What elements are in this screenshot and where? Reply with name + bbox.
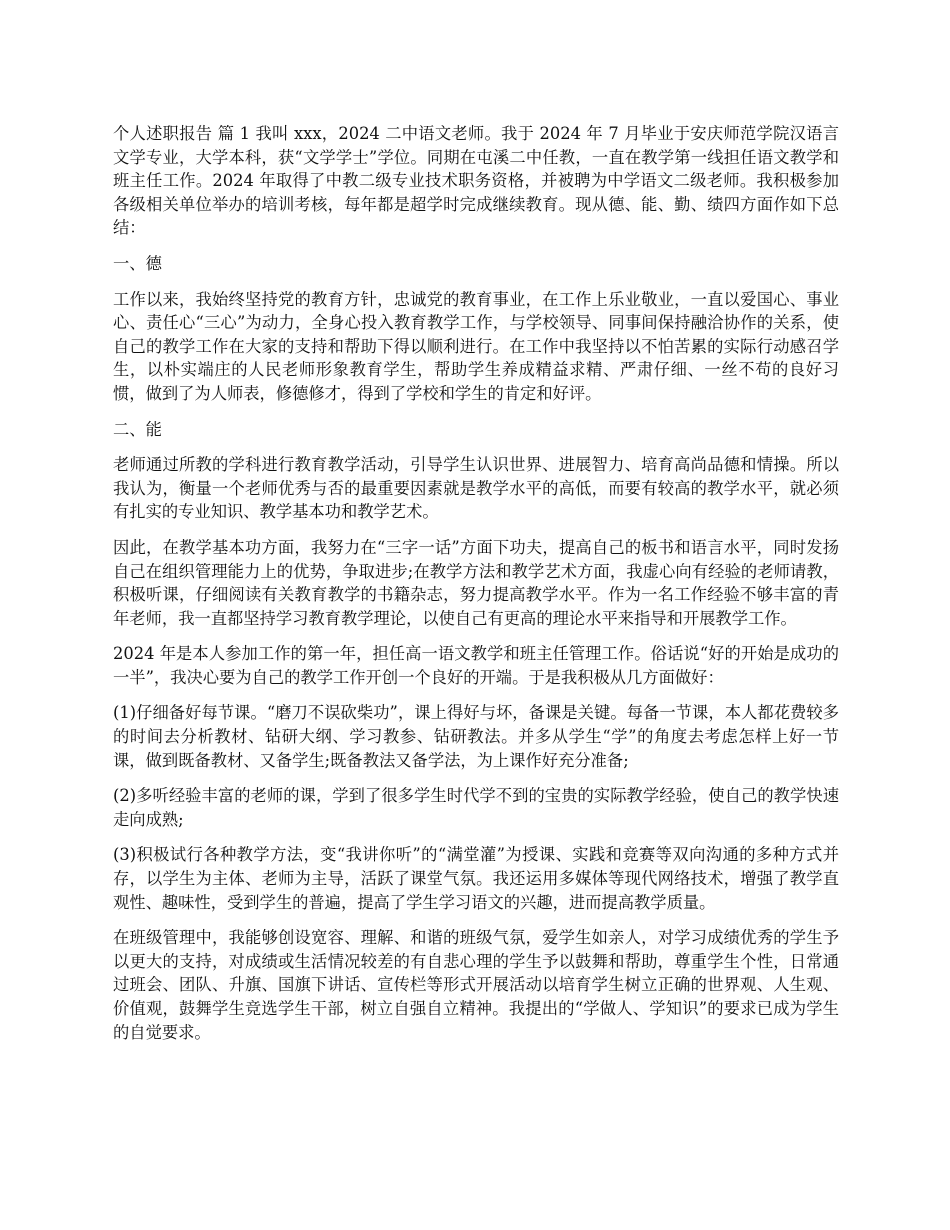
list-item-2: (2)多听经验丰富的老师的课，学到了很多学生时代学不到的宝贵的实际教学经验，使自己的教学快速走向成熟;	[113, 786, 839, 829]
virtue-paragraph: 工作以来，我始终坚持党的教育方针，忠诚党的教育事业，在工作上乐业敬业，一直以爱国心、事业心、责任心“三心”为动力，全身心投入教育教学工作，与学校领导、同事间保持融洽协作的关系，使自己的教学工作在大家的支持和帮助下得以顺利进行。在工作中我坚持以不怕苦累的实际行动感召学生，以朴实端庄的人民老师形象教育学生，帮助学生养成精益求精、严肃仔细、一丝不苟的良好习惯，做到了为人师表，修德修才，得到了学校和学生的肯定和好评。	[113, 289, 839, 403]
section-heading-ability: 二、能	[113, 419, 162, 439]
section-heading-virtue: 一、德	[113, 253, 162, 273]
ability-paragraph-3: 2024 年是本人参加工作的第一年，担任高一语文教学和班主任管理工作。俗话说“好的开始是成功的一半”，我决心要为自己的教学工作开创一个良好的开端。于是我积极从几方面做好：	[113, 644, 839, 687]
document-body	[113, 122, 839, 1056]
ability-paragraph-2: 因此，在教学基本功方面，我努力在“三字一话”方面下功夫，提高自己的板书和语言水平，同时发扬自己在组织管理能力上的优势，争取进步;在教学方法和教学艺术方面，我虚心向有经验的老师请教，积极听课，仔细阅读有关教育教学的书籍杂志，努力提高教学水平。作为一名工作经验不够丰富的青年老师，我一直都坚持学习教育教学理论，以使自己有更高的理论水平来指导和开展教学工作。	[113, 537, 839, 628]
list-item-3: (3)积极试行各种教学方法，变“我讲你听”的“满堂灌”为授课、实践和竞赛等双向沟通的多种方式并存，以学生为主体、老师为主导，活跃了课堂气氛。我还运用多媒体等现代网络技术，增强了教学直观性、趣味性，受到学生的普遍，提高了学生学习语文的兴趣，进而提高教学质量。	[113, 845, 839, 912]
class-management-paragraph: 在班级管理中，我能够创设宽容、理解、和谐的班级气氛，爱学生如亲人，对学习成绩优秀的学生予以更大的支持，对成绩或生活情况较差的有自悲心理的学生予以鼓舞和帮助，尊重学生个性，日常通过班会、团队、升旗、国旗下讲话、宣传栏等形式开展活动以培育学生树立正确的世界观、人生观、价值观，鼓舞学生竞选学生干部，树立自强自立精神。我提出的“学做人、学知识”的要求已成为学生的自觉要求。	[113, 928, 839, 1042]
intro-paragraph: 个人述职报告 篇 1 我叫 xxx，2024 二中语文老师。我于 2024 年 7 月毕业于安庆师范学院汉语言文学专业，大学本科，获“文学学士”学位。同期在屯溪二中任教，一直在教学第一线担任语文教学和班主任工作。2024 年取得了中教二级专业技术职务资格，并被聘为中学语文二级老师。我积极参加各级相关单位举办的培训考核，每年都是超学时完成继续教育。现从德、能、勤、绩四方面作如下总结：	[113, 124, 839, 238]
ability-paragraph-1: 老师通过所教的学科进行教育教学活动，引导学生认识世界、进展智力、培育高尚品德和情操。所以我认为，衡量一个老师优秀与否的最重要因素就是教学水平的高低，而要有较高的教学水平，就必须有扎实的专业知识、教学基本功和教学艺术。	[113, 455, 839, 522]
list-item-1: (1)仔细备好每节课。“磨刀不误砍柴功”，课上得好与坏，备课是关键。每备一节课，本人都花费较多的时间去分析教材、钻研大纲、学习教参、钻研教法。并多从学生“学”的角度去考虑怎样上好一节课，做到既备教材、又备学生;既备教法又备学法，为上课作好充分准备;	[113, 703, 839, 770]
